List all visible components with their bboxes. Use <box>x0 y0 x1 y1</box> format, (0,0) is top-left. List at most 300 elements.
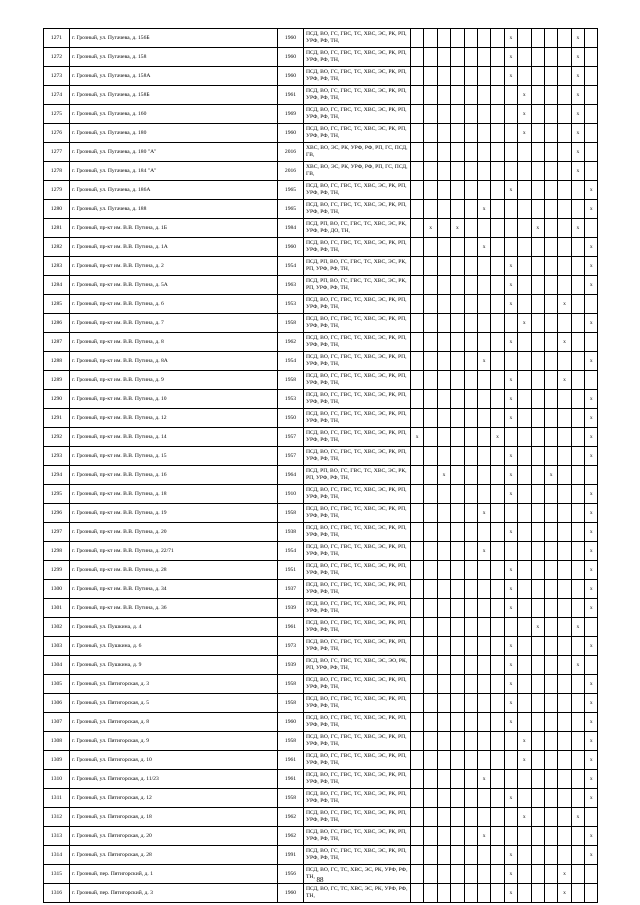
schedule-mark-cell <box>411 352 424 371</box>
schedule-mark-cell <box>585 333 598 352</box>
schedule-mark-cell <box>464 884 477 903</box>
row-number-cell: 1294 <box>44 466 70 485</box>
schedule-mark-cell <box>437 542 450 561</box>
row-number-cell: 1288 <box>44 352 70 371</box>
works-list-cell: ПСД, ВО, ГС, ТС, ХВС, ЭС, РК, УРФ, РФ, ТН, <box>304 884 411 903</box>
schedule-mark-cell <box>558 219 571 238</box>
schedule-mark-cell <box>518 846 531 865</box>
schedule-mark-cell: x <box>504 67 517 86</box>
schedule-mark-cell <box>518 276 531 295</box>
schedule-mark-cell <box>411 162 424 181</box>
schedule-mark-cell <box>491 694 504 713</box>
table-row <box>44 675 598 694</box>
schedule-mark-cell <box>451 713 464 732</box>
schedule-mark-cell: x <box>504 181 517 200</box>
schedule-mark-cell <box>558 751 571 770</box>
schedule-mark-cell <box>437 694 450 713</box>
schedule-mark-cell <box>504 162 517 181</box>
schedule-mark-cell <box>451 618 464 637</box>
table-row <box>44 219 598 238</box>
schedule-mark-cell: x <box>518 86 531 105</box>
schedule-mark-cell <box>491 276 504 295</box>
schedule-mark-cell <box>477 675 490 694</box>
row-number-cell: 1287 <box>44 333 70 352</box>
table-row <box>44 238 598 257</box>
address-cell: г. Грозный, пр-кт им. В.В. Путина, д. 22/71 <box>70 542 278 561</box>
works-list-cell: ПСД, ВО, ГС, ГВС, ТС, ХВС, ЭС, РК, РП, УРФ, РФ, ТН, <box>304 314 411 333</box>
schedule-mark-cell <box>571 827 584 846</box>
schedule-mark-cell <box>451 770 464 789</box>
schedule-mark-cell <box>558 580 571 599</box>
schedule-mark-cell <box>518 219 531 238</box>
works-list-cell: ПСД, ВО, ГС, ГВС, ТС, ХВС, ЭС, РК, РП, УРФ, РФ, ТН, <box>304 371 411 390</box>
schedule-mark-cell <box>424 656 437 675</box>
schedule-mark-cell <box>491 29 504 48</box>
schedule-mark-cell <box>585 105 598 124</box>
schedule-mark-cell <box>477 580 490 599</box>
schedule-mark-cell: x <box>504 656 517 675</box>
schedule-mark-cell <box>518 295 531 314</box>
schedule-mark-cell <box>544 257 557 276</box>
address-cell: г. Грозный, ул. Пятигорская, д. 20 <box>70 827 278 846</box>
address-cell: г. Грозный, пр-кт им. В.В. Путина, д. 18 <box>70 485 278 504</box>
schedule-mark-cell <box>424 884 437 903</box>
schedule-mark-cell <box>451 314 464 333</box>
schedule-mark-cell <box>531 67 544 86</box>
schedule-mark-cell <box>424 143 437 162</box>
schedule-mark-cell <box>464 637 477 656</box>
row-number-cell: 1286 <box>44 314 70 333</box>
schedule-mark-cell <box>531 143 544 162</box>
build-year-cell: 1961 <box>278 618 304 637</box>
table-row <box>44 48 598 67</box>
schedule-mark-cell <box>504 542 517 561</box>
schedule-mark-cell <box>491 618 504 637</box>
schedule-mark-cell <box>424 504 437 523</box>
schedule-mark-cell <box>424 485 437 504</box>
schedule-mark-cell <box>491 48 504 67</box>
schedule-mark-cell: x <box>411 428 424 447</box>
schedule-mark-cell: x <box>585 238 598 257</box>
build-year-cell: 1960 <box>278 238 304 257</box>
schedule-mark-cell: x <box>571 124 584 143</box>
schedule-mark-cell <box>451 371 464 390</box>
row-number-cell: 1307 <box>44 713 70 732</box>
works-list-cell: ПСД, ВО, ГС, ГВС, ТС, ХВС, ЭС, РК, РП, УРФ, РФ, ТН, <box>304 751 411 770</box>
schedule-mark-cell: x <box>585 732 598 751</box>
build-year-cell: 1958 <box>278 675 304 694</box>
schedule-mark-cell <box>531 352 544 371</box>
schedule-mark-cell: x <box>477 352 490 371</box>
schedule-mark-cell <box>544 561 557 580</box>
build-year-cell: 1991 <box>278 846 304 865</box>
schedule-mark-cell <box>464 105 477 124</box>
schedule-mark-cell <box>585 86 598 105</box>
schedule-mark-cell <box>477 447 490 466</box>
schedule-mark-cell: x <box>585 599 598 618</box>
schedule-mark-cell <box>451 162 464 181</box>
schedule-mark-cell <box>571 694 584 713</box>
schedule-mark-cell <box>571 333 584 352</box>
schedule-mark-cell <box>424 827 437 846</box>
schedule-mark-cell <box>544 371 557 390</box>
schedule-mark-cell <box>411 789 424 808</box>
build-year-cell: 1957 <box>278 447 304 466</box>
table-row <box>44 447 598 466</box>
row-number-cell: 1292 <box>44 428 70 447</box>
schedule-mark-cell <box>518 504 531 523</box>
schedule-mark-cell: x <box>504 333 517 352</box>
table-row <box>44 827 598 846</box>
schedule-mark-cell <box>531 599 544 618</box>
schedule-mark-cell <box>491 371 504 390</box>
schedule-mark-cell: x <box>504 257 517 276</box>
schedule-mark-cell <box>544 124 557 143</box>
table-row <box>44 846 598 865</box>
schedule-mark-cell <box>518 542 531 561</box>
row-number-cell: 1298 <box>44 542 70 561</box>
schedule-mark-cell <box>424 314 437 333</box>
schedule-mark-cell <box>571 447 584 466</box>
address-cell: г. Грозный, пр-кт им. В.В. Путина, д. 9 <box>70 371 278 390</box>
schedule-mark-cell <box>424 523 437 542</box>
schedule-mark-cell <box>411 561 424 580</box>
schedule-mark-cell <box>411 846 424 865</box>
schedule-mark-cell <box>531 200 544 219</box>
build-year-cell: 1953 <box>278 390 304 409</box>
schedule-mark-cell <box>451 846 464 865</box>
works-list-cell: ПСД, ВО, ГС, ГВС, ТС, ХВС, ЭС, РК, РП, УРФ, РФ, ТН, <box>304 561 411 580</box>
schedule-mark-cell <box>491 523 504 542</box>
address-cell: г. Грозный, пр-кт им. В.В. Путина, д. 36 <box>70 599 278 618</box>
row-number-cell: 1271 <box>44 29 70 48</box>
schedule-mark-cell <box>571 276 584 295</box>
schedule-mark-cell <box>518 884 531 903</box>
schedule-mark-cell: x <box>504 846 517 865</box>
build-year-cell: 1958 <box>278 694 304 713</box>
schedule-mark-cell <box>477 751 490 770</box>
schedule-mark-cell <box>558 67 571 86</box>
table-row <box>44 390 598 409</box>
table-row <box>44 542 598 561</box>
schedule-mark-cell <box>531 124 544 143</box>
schedule-mark-cell <box>451 561 464 580</box>
schedule-mark-cell: x <box>491 428 504 447</box>
schedule-mark-cell <box>518 162 531 181</box>
schedule-mark-cell: x <box>558 371 571 390</box>
schedule-mark-cell <box>491 105 504 124</box>
table-row <box>44 561 598 580</box>
schedule-mark-cell <box>451 694 464 713</box>
address-cell: г. Грозный, пр-кт им. В.В. Путина, д. 15 <box>70 447 278 466</box>
address-cell: г. Грозный, пр-кт им. В.В. Путина, д. 8А <box>70 352 278 371</box>
schedule-mark-cell <box>464 561 477 580</box>
schedule-mark-cell <box>477 86 490 105</box>
schedule-mark-cell <box>544 29 557 48</box>
schedule-mark-cell <box>544 238 557 257</box>
schedule-mark-cell <box>558 732 571 751</box>
schedule-mark-cell <box>544 523 557 542</box>
table-row <box>44 257 598 276</box>
schedule-mark-cell: x <box>451 219 464 238</box>
address-cell: г. Грозный, ул. Пушкина, д. 4 <box>70 618 278 637</box>
schedule-mark-cell <box>491 86 504 105</box>
schedule-mark-cell <box>544 846 557 865</box>
table-row <box>44 523 598 542</box>
schedule-mark-cell <box>424 257 437 276</box>
schedule-mark-cell <box>491 827 504 846</box>
schedule-mark-cell <box>544 751 557 770</box>
table-row <box>44 713 598 732</box>
row-number-cell: 1276 <box>44 124 70 143</box>
schedule-mark-cell <box>411 333 424 352</box>
schedule-mark-cell <box>451 143 464 162</box>
schedule-mark-cell <box>411 257 424 276</box>
schedule-mark-cell <box>437 29 450 48</box>
table-row <box>44 276 598 295</box>
table-row <box>44 694 598 713</box>
schedule-mark-cell <box>544 409 557 428</box>
schedule-mark-cell <box>544 808 557 827</box>
works-list-cell: ПСД, ВО, ГС, ГВС, ТС, ХВС, ЭС, РК, РП, УРФ, РФ, ТН, <box>304 124 411 143</box>
schedule-mark-cell: x <box>585 409 598 428</box>
schedule-mark-cell <box>531 751 544 770</box>
schedule-mark-cell <box>411 86 424 105</box>
schedule-mark-cell <box>491 561 504 580</box>
schedule-mark-cell <box>411 409 424 428</box>
schedule-mark-cell <box>544 485 557 504</box>
schedule-mark-cell <box>477 333 490 352</box>
address-cell: г. Грозный, ул. Пятигорская, д. 8 <box>70 713 278 732</box>
schedule-mark-cell <box>451 390 464 409</box>
schedule-mark-cell <box>585 143 598 162</box>
schedule-mark-cell <box>424 86 437 105</box>
schedule-mark-cell <box>518 523 531 542</box>
address-cell: г. Грозный, ул. Пугачева, д. 158 <box>70 48 278 67</box>
schedule-mark-cell <box>424 162 437 181</box>
schedule-mark-cell <box>544 694 557 713</box>
address-cell: г. Грозный, пр-кт им. В.В. Путина, д. 10 <box>70 390 278 409</box>
schedule-mark-cell <box>437 390 450 409</box>
schedule-mark-cell <box>504 86 517 105</box>
schedule-mark-cell <box>477 808 490 827</box>
schedule-mark-cell <box>451 200 464 219</box>
schedule-mark-cell <box>464 789 477 808</box>
schedule-mark-cell <box>531 694 544 713</box>
schedule-mark-cell <box>451 466 464 485</box>
schedule-mark-cell <box>464 675 477 694</box>
schedule-mark-cell <box>437 637 450 656</box>
schedule-mark-cell <box>571 561 584 580</box>
row-number-cell: 1300 <box>44 580 70 599</box>
schedule-mark-cell <box>518 48 531 67</box>
schedule-mark-cell <box>531 276 544 295</box>
schedule-mark-cell <box>531 675 544 694</box>
row-number-cell: 1316 <box>44 884 70 903</box>
schedule-mark-cell <box>424 637 437 656</box>
schedule-mark-cell <box>571 504 584 523</box>
row-number-cell: 1305 <box>44 675 70 694</box>
schedule-mark-cell <box>504 808 517 827</box>
schedule-mark-cell: x <box>571 67 584 86</box>
schedule-mark-cell <box>531 86 544 105</box>
schedule-mark-cell: x <box>477 504 490 523</box>
schedule-mark-cell <box>424 295 437 314</box>
schedule-mark-cell <box>544 200 557 219</box>
schedule-mark-cell <box>424 580 437 599</box>
schedule-mark-cell <box>531 314 544 333</box>
row-number-cell: 1311 <box>44 789 70 808</box>
schedule-mark-cell <box>558 257 571 276</box>
schedule-mark-cell <box>504 200 517 219</box>
build-year-cell: 1969 <box>278 105 304 124</box>
schedule-mark-cell <box>491 143 504 162</box>
schedule-mark-cell <box>437 67 450 86</box>
schedule-mark-cell <box>437 846 450 865</box>
schedule-mark-cell <box>437 162 450 181</box>
schedule-mark-cell <box>451 637 464 656</box>
schedule-mark-cell <box>451 485 464 504</box>
schedule-mark-cell <box>491 542 504 561</box>
schedule-mark-cell <box>518 694 531 713</box>
schedule-mark-cell <box>585 371 598 390</box>
schedule-mark-cell: x <box>585 390 598 409</box>
schedule-mark-cell <box>531 637 544 656</box>
schedule-mark-cell: x <box>585 694 598 713</box>
schedule-mark-cell: x <box>504 884 517 903</box>
row-number-cell: 1299 <box>44 561 70 580</box>
schedule-mark-cell <box>544 504 557 523</box>
schedule-mark-cell <box>518 618 531 637</box>
schedule-mark-cell <box>558 466 571 485</box>
schedule-mark-cell <box>437 333 450 352</box>
works-list-cell: ПСД, РП, ВО, ГС, ГВС, ТС, ХВС, ЭС, РК, РП, УРФ, РФ, ТН, <box>304 257 411 276</box>
schedule-mark-cell <box>411 447 424 466</box>
address-cell: г. Грозный, пер. Пятигорский, д. 3 <box>70 884 278 903</box>
address-cell: г. Грозный, пр-кт им. В.В. Путина, д. 28 <box>70 561 278 580</box>
schedule-mark-cell <box>491 884 504 903</box>
works-list-cell: ХВС, ВО, ЭС, РК, УРФ, РФ, РП, ГС, ПСД, ГВ, <box>304 162 411 181</box>
schedule-mark-cell <box>437 314 450 333</box>
row-number-cell: 1297 <box>44 523 70 542</box>
schedule-mark-cell <box>531 523 544 542</box>
row-number-cell: 1272 <box>44 48 70 67</box>
table-row <box>44 124 598 143</box>
schedule-mark-cell: x <box>504 713 517 732</box>
row-number-cell: 1315 <box>44 865 70 884</box>
table-row <box>44 637 598 656</box>
schedule-mark-cell <box>464 751 477 770</box>
schedule-mark-cell <box>518 447 531 466</box>
schedule-mark-cell <box>571 428 584 447</box>
schedule-mark-cell: x <box>477 542 490 561</box>
schedule-mark-cell <box>491 656 504 675</box>
schedule-mark-cell <box>531 333 544 352</box>
schedule-mark-cell <box>464 732 477 751</box>
address-cell: г. Грозный, пр-кт им. В.В. Путина, д. 1Б <box>70 219 278 238</box>
address-cell: г. Грозный, ул. Пятигорская, д. 12 <box>70 789 278 808</box>
schedule-mark-cell <box>451 409 464 428</box>
schedule-mark-cell <box>531 827 544 846</box>
schedule-mark-cell <box>585 124 598 143</box>
works-list-cell: ПСД, ВО, ГС, ГВС, ТС, ХВС, ЭС, РК, РП, УРФ, РФ, ТН, <box>304 694 411 713</box>
row-number-cell: 1273 <box>44 67 70 86</box>
schedule-mark-cell <box>558 314 571 333</box>
row-number-cell: 1275 <box>44 105 70 124</box>
schedule-mark-cell <box>531 846 544 865</box>
schedule-mark-cell: x <box>504 409 517 428</box>
row-number-cell: 1283 <box>44 257 70 276</box>
schedule-mark-cell <box>424 447 437 466</box>
schedule-mark-cell <box>504 827 517 846</box>
schedule-mark-cell <box>571 295 584 314</box>
build-year-cell: 1958 <box>278 371 304 390</box>
works-list-cell: ПСД, ВО, ГС, ГВС, ТС, ХВС, ЭС, РК, РП, УРФ, РФ, ТН, <box>304 504 411 523</box>
schedule-mark-cell <box>424 181 437 200</box>
schedule-mark-cell: x <box>504 580 517 599</box>
schedule-mark-cell <box>544 789 557 808</box>
schedule-mark-cell: x <box>504 637 517 656</box>
schedule-mark-cell <box>544 884 557 903</box>
schedule-mark-cell: x <box>585 561 598 580</box>
schedule-mark-cell <box>531 713 544 732</box>
schedule-mark-cell <box>491 124 504 143</box>
schedule-mark-cell: x <box>504 561 517 580</box>
schedule-mark-cell <box>464 48 477 67</box>
schedule-mark-cell <box>437 523 450 542</box>
schedule-mark-cell <box>451 276 464 295</box>
works-list-cell: ПСД, ВО, ГС, ГВС, ТС, ХВС, ЭС, РК, РП, УРФ, РФ, ТН, <box>304 599 411 618</box>
build-year-cell: 1962 <box>278 333 304 352</box>
works-list-cell: ПСД, ВО, ГС, ГВС, ТС, ХВС, ЭС, РК, РП, УРФ, РФ, ТН, <box>304 808 411 827</box>
schedule-mark-cell <box>424 770 437 789</box>
schedule-mark-cell <box>477 523 490 542</box>
schedule-mark-cell <box>531 542 544 561</box>
build-year-cell: 1939 <box>278 599 304 618</box>
schedule-mark-cell: x <box>571 656 584 675</box>
schedule-mark-cell <box>531 447 544 466</box>
schedule-mark-cell <box>437 732 450 751</box>
schedule-mark-cell <box>464 770 477 789</box>
schedule-mark-cell <box>531 48 544 67</box>
schedule-mark-cell <box>518 466 531 485</box>
schedule-mark-cell <box>518 352 531 371</box>
build-year-cell: 2016 <box>278 162 304 181</box>
schedule-mark-cell <box>424 713 437 732</box>
address-cell: г. Грозный, ул. Пятигорская, д. 10 <box>70 751 278 770</box>
table-row <box>44 789 598 808</box>
schedule-mark-cell: x <box>571 105 584 124</box>
schedule-mark-cell <box>531 29 544 48</box>
address-cell: г. Грозный, пр-кт им. В.В. Путина, д. 14 <box>70 428 278 447</box>
address-cell: г. Грозный, ул. Пугачева, д. 186А <box>70 181 278 200</box>
schedule-mark-cell <box>585 48 598 67</box>
works-list-cell: ПСД, ВО, ГС, ГВС, ТС, ХВС, ЭС, РК, РП, УРФ, РФ, ТН, <box>304 29 411 48</box>
schedule-mark-cell <box>464 504 477 523</box>
table-row <box>44 751 598 770</box>
schedule-mark-cell <box>491 409 504 428</box>
schedule-mark-cell <box>424 808 437 827</box>
schedule-mark-cell: x <box>558 865 571 884</box>
schedule-mark-cell <box>477 124 490 143</box>
schedule-mark-cell: x <box>571 162 584 181</box>
schedule-mark-cell <box>558 143 571 162</box>
schedule-mark-cell <box>411 485 424 504</box>
schedule-mark-cell <box>585 466 598 485</box>
schedule-mark-cell <box>424 789 437 808</box>
schedule-mark-cell <box>424 561 437 580</box>
schedule-mark-cell <box>437 276 450 295</box>
